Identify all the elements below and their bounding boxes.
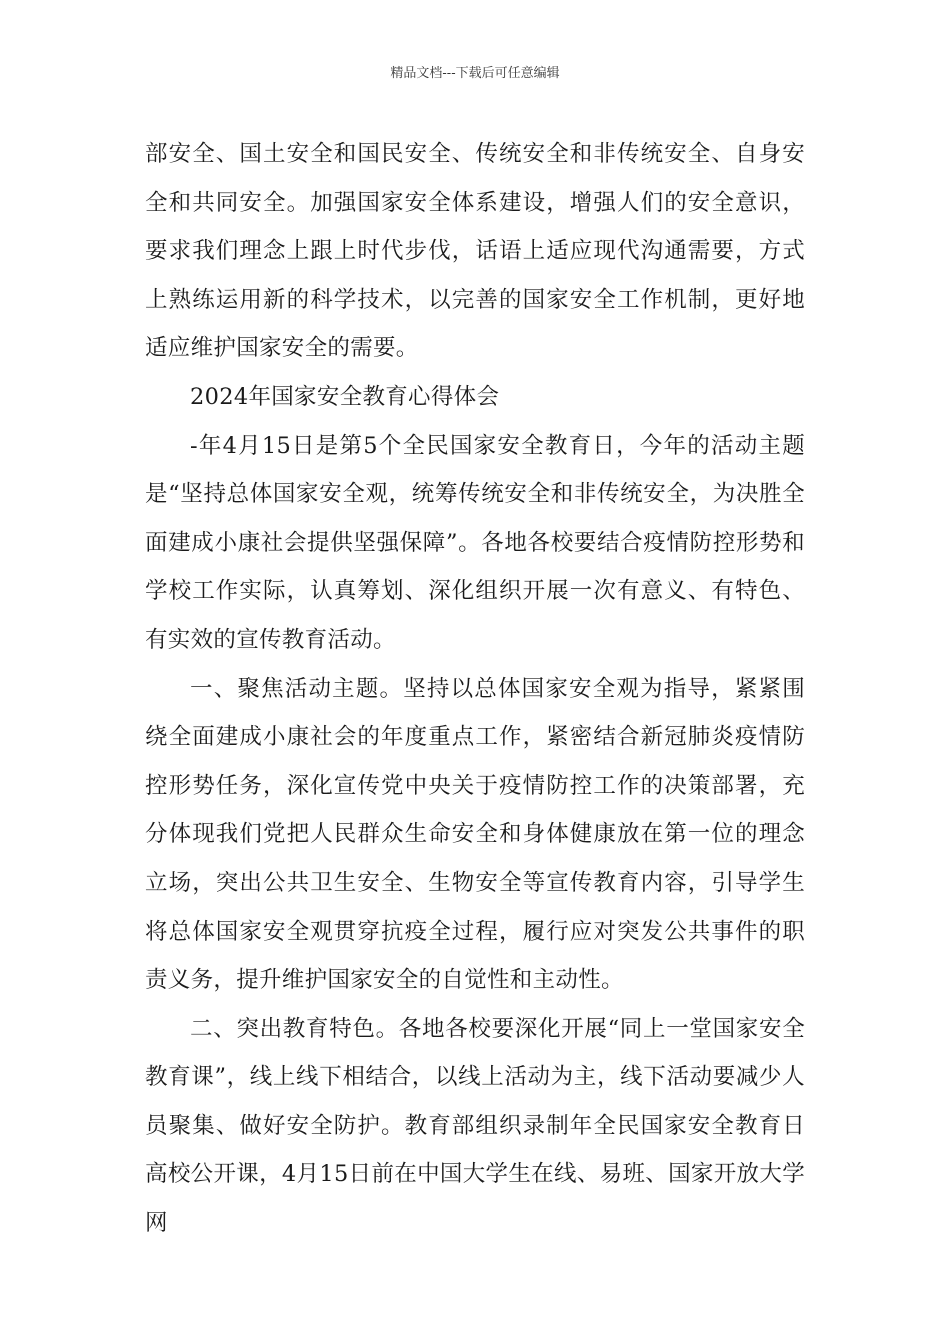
document-body	[145, 130, 805, 1248]
paragraph-continuation: 部安全、国土安全和国民安全、传统安全和非传统安全、自身安全和共同安全。加强国家安全体系建设，增强人们的安全意识，要求我们理念上跟上时代步伐，话语上适应现代沟通需要，方式上熟练运用新的科学技术，以完善的国家安全工作机制，更好地适应维护国家安全的需要。	[145, 141, 805, 362]
paragraph-heading: 2024年国家安全教育心得体会	[190, 383, 500, 410]
paragraph-intro: -年4月15日是第5个全民国家安全教育日，今年的活动主题是“坚持总体国家安全观，统筹传统安全和非传统安全，为决胜全面建成小康社会提供坚强保障”。各地各校要结合疫情防控形势和学校工作实际，认真筹划、深化组织开展一次有意义、有特色、有实效的宣传教育活动。	[145, 432, 805, 653]
paragraph-section-two: 二、突出教育特色。各地各校要深化开展“同上一堂国家安全教育课”，线上线下相结合，以线上活动为主，线下活动要减少人员聚集、做好安全防护。教育部组织录制年全民国家安全教育日高校公开课，4月15日前在中国大学生在线、易班、国家开放大学网	[145, 1015, 805, 1237]
paragraph-section-one: 一、聚焦活动主题。坚持以总体国家安全观为指导，紧紧围绕全面建成小康社会的年度重点工作，紧密结合新冠肺炎疫情防控形势任务，深化宣传党中央关于疫情防控工作的决策部署，充分体现我们党把人民群众生命安全和身体健康放在第一位的理念立场，突出公共卫生安全、生物安全等宣传教育内容，引导学生将总体国家安全观贯穿抗疫全过程，履行应对突发公共事件的职责义务，提升维护国家安全的自觉性和主动性。	[145, 675, 805, 994]
page-header: 精品文档---下载后可任意编辑	[390, 66, 560, 81]
